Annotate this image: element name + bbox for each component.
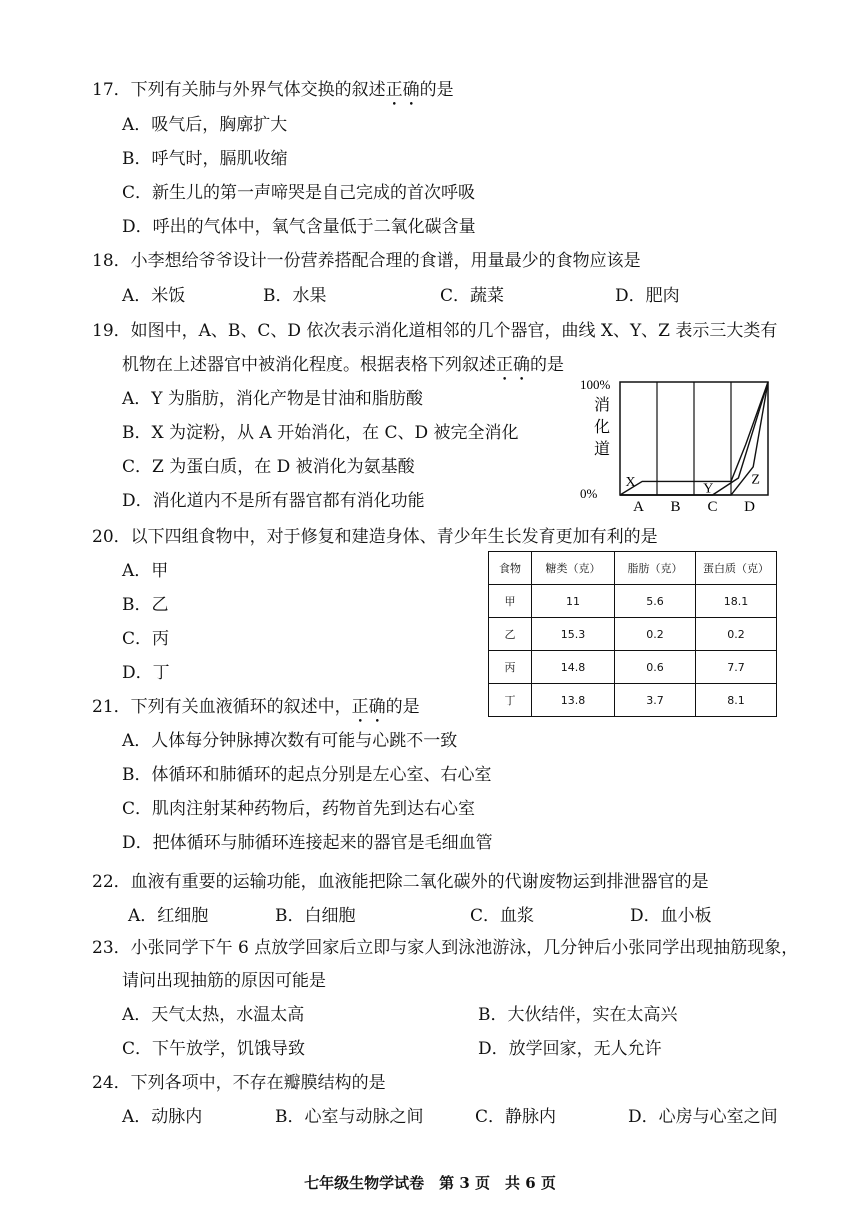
q19-option-b: B．X 为淀粉，从 A 开始消化，在 C、D 被完全消化 (122, 423, 519, 443)
q18-option-d: D．肥肉 (615, 286, 680, 306)
protein-value: 18.1 (696, 585, 777, 618)
q23-stem-line1: 23．小张同学下午 6 点放学回家后立即与家人到泳池游泳，几分钟后小张同学出现抽筋现象， (92, 938, 799, 958)
q22-option-b: B．白细胞 (275, 906, 356, 926)
y-axis-label-char: 消 (594, 395, 611, 414)
header-food: 食物 (489, 552, 532, 585)
q17-option-d: D．呼出的气体中，氧气含量低于二氧化碳含量 (122, 217, 476, 237)
page-footer: 七年级生物学试卷 第 3 页 共 6 页 (304, 1174, 556, 1192)
q19-stem-line2 (122, 354, 564, 385)
protein-value: 7.7 (696, 651, 777, 684)
q20-option-d: D．丁 (122, 663, 170, 683)
q23-option-b: B．大伙结伴，实在太高兴 (478, 1005, 678, 1025)
table-header-row (489, 552, 777, 585)
protein-value: 0.2 (696, 618, 777, 651)
header-carbs: 糖类（克） (532, 552, 615, 585)
q24-option-d: D．心房与心室之间 (628, 1107, 778, 1127)
q18-stem: 18．小李想给爷爷设计一份营养搭配合理的食谱，用量最少的食物应该是 (92, 251, 641, 271)
q22-stem: 22．血液有重要的运输功能，血液能把除二氧化碳外的代谢废物运到排泄器官的是 (92, 872, 709, 892)
x-tick-label: B (670, 499, 681, 515)
carbs-value: 13.8 (532, 684, 615, 717)
q23-option-a: A．天气太热，水温太高 (122, 1005, 305, 1025)
x-tick-label: D (744, 499, 755, 515)
q24-option-a: A．动脉内 (122, 1107, 203, 1127)
digestion-chart (580, 372, 780, 517)
q19-option-c: C．Z 为蛋白质，在 D 被消化为氨基酸 (122, 457, 415, 477)
q19-option-d: D．消化道内不是所有器官都有消化功能 (122, 491, 425, 511)
food-name: 乙 (489, 618, 532, 651)
q24-option-b: B．心室与动脉之间 (275, 1107, 424, 1127)
q21-option-a: A．人体每分钟脉搏次数有可能与心跳不一致 (122, 731, 458, 751)
food-nutrition-table (488, 551, 777, 717)
q24-stem: 24．下列各项中，不存在瓣膜结构的是 (92, 1073, 386, 1093)
fat-value: 0.6 (615, 651, 696, 684)
food-name: 甲 (489, 585, 532, 618)
x-tick-labels (633, 499, 755, 515)
q19-stem-line2-text: 机物在上述器官中被消化程度。根据表格下列叙述 (122, 355, 496, 375)
q22-option-d: D．血小板 (630, 906, 712, 926)
x-tick-label: A (633, 499, 644, 515)
q20-option-a: A．甲 (122, 561, 169, 581)
q18-option-c: C．蔬菜 (440, 286, 505, 306)
q17-stem-text: 17．下列有关肺与外界气体交换的叙述 (92, 80, 386, 100)
q23-option-c: C．下午放学，饥饿导致 (122, 1039, 306, 1059)
q19-stem-line1: 19．如图中，A、B、C、D 依次表示消化道相邻的几个器官，曲线 X、Y、Z 表示三大类有 (92, 321, 778, 341)
q18-option-b: B．水果 (263, 286, 327, 306)
food-name: 丙 (489, 651, 532, 684)
fat-value: 3.7 (615, 684, 696, 717)
q17-stem-end: 的是 (419, 80, 454, 100)
q19-stem-end: 的是 (530, 355, 564, 375)
q21-stem (92, 696, 420, 727)
q20-stem: 20．以下四组食物中，对于修复和建造身体、青少年生长发育更加有利的是 (92, 527, 658, 547)
x-tick-label: C (707, 499, 718, 515)
q21-stem-end: 的是 (385, 697, 420, 717)
plot-frame (620, 382, 768, 495)
y-axis-label-char: 化 (594, 417, 611, 436)
header-protein: 蛋白质（克） (696, 552, 777, 585)
carbs-value: 11 (532, 585, 615, 618)
q17-option-c: C．新生儿的第一声啼哭是自己完成的首次呼吸 (122, 183, 476, 203)
q17-stem (92, 79, 454, 110)
q17-option-b: B．呼气时，膈肌收缩 (122, 149, 288, 169)
y-axis-label-char: 道 (594, 439, 611, 458)
series-label-z: Z (751, 472, 760, 488)
q17-option-a: A．吸气后，胸廓扩大 (122, 115, 288, 135)
q18-option-a: A．米饭 (122, 286, 186, 306)
q17-emphasis: 正确 (385, 80, 420, 100)
q21-option-c: C．肌肉注射某种药物后，药物首先到达右心室 (122, 799, 476, 819)
q21-emphasis: 正确 (351, 697, 386, 717)
q22-option-a: A．红细胞 (128, 906, 209, 926)
series-label-y: Y (703, 481, 714, 497)
fat-value: 5.6 (615, 585, 696, 618)
q23-stem-line2: 请问出现抽筋的原因可能是 (122, 971, 326, 991)
protein-value: 8.1 (696, 684, 777, 717)
table-row (489, 585, 777, 618)
table-row (489, 651, 777, 684)
q23-option-d: D．放学回家，无人允许 (478, 1039, 662, 1059)
q21-option-d: D．把体循环与肺循环连接起来的器官是毛细血管 (122, 833, 493, 853)
fat-value: 0.2 (615, 618, 696, 651)
food-name: 丁 (489, 684, 532, 717)
y-top-label: 100% (580, 377, 611, 392)
q19-option-a: A．Y 为脂肪，消化产物是甘油和脂肪酸 (122, 389, 423, 409)
q22-option-c: C．血浆 (470, 906, 535, 926)
y-bottom-label: 0% (580, 486, 598, 501)
q20-option-c: C．丙 (122, 629, 170, 649)
q24-option-c: C．静脉内 (475, 1107, 557, 1127)
series-label-x: X (625, 474, 636, 490)
q21-option-b: B．体循环和肺循环的起点分别是左心室、右心室 (122, 765, 492, 785)
carbs-value: 14.8 (532, 651, 615, 684)
table-row (489, 618, 777, 651)
header-fat: 脂肪（克） (615, 552, 696, 585)
q21-stem-text: 21．下列有关血液循环的叙述中， (92, 697, 352, 717)
q20-option-b: B．乙 (122, 595, 169, 615)
carbs-value: 15.3 (532, 618, 615, 651)
y-axis-label (594, 395, 610, 458)
q19-emphasis: 正确 (496, 355, 530, 375)
table-row (489, 684, 777, 717)
